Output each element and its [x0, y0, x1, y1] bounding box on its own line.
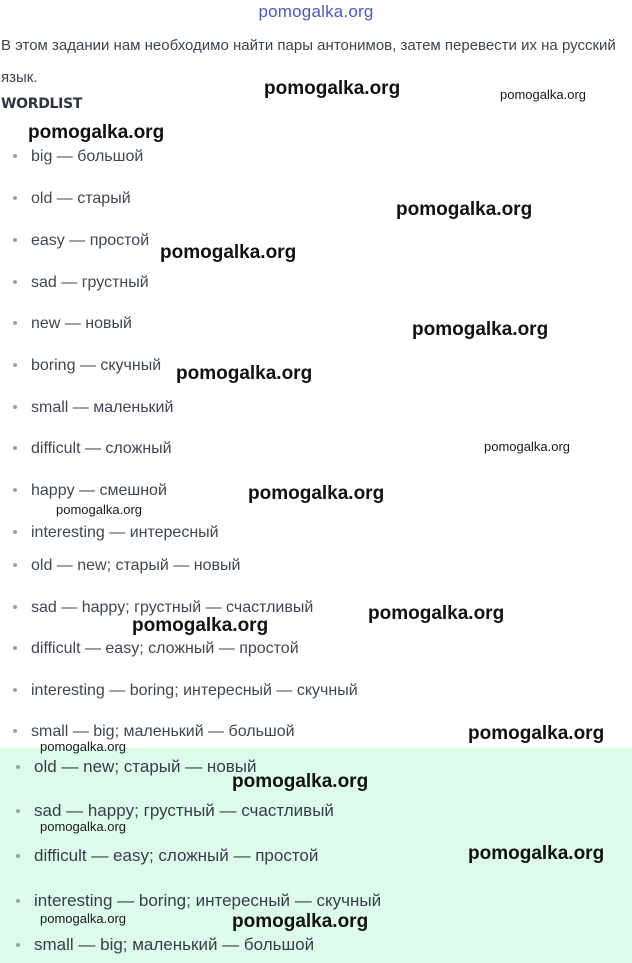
- list-item-text: big — большой: [31, 148, 144, 165]
- list-item-text: small — маленький: [31, 399, 174, 416]
- watermark: pomogalka.org: [28, 122, 165, 143]
- answer-item-text: sad — happy; грустный — счастливый: [34, 801, 334, 820]
- list-item: [13, 522, 219, 544]
- bullet-icon: [13, 605, 17, 609]
- watermark: pomogalka.org: [412, 319, 549, 340]
- list-item-text: boring — скучный: [31, 357, 162, 374]
- bullet-icon: [13, 488, 17, 492]
- watermark: pomogalka.org: [468, 843, 605, 864]
- list-item-text: easy — простой: [31, 232, 150, 249]
- bullet-icon: [16, 943, 20, 947]
- watermark: pomogalka.org: [396, 199, 533, 220]
- list-item: [13, 555, 240, 577]
- answer-item-text: small — big; маленький — большой: [34, 935, 315, 954]
- list-item: [13, 638, 299, 660]
- list-item: [13, 480, 167, 502]
- answer-item: [16, 934, 314, 956]
- bullet-icon: [13, 646, 17, 650]
- watermark: pomogalka.org: [264, 78, 401, 99]
- list-item-text: difficult — сложный: [31, 440, 172, 457]
- bullet-icon: [13, 321, 17, 325]
- list-item-text: sad — грустный: [31, 274, 149, 291]
- bullet-icon: [13, 405, 17, 409]
- bullet-icon: [16, 854, 20, 858]
- bullet-icon: [13, 688, 17, 692]
- site-logo[interactable]: pomogalka.org: [258, 2, 374, 21]
- list-item: [13, 313, 132, 335]
- bullet-icon: [13, 196, 17, 200]
- watermark: pomogalka.org: [40, 911, 126, 926]
- list-item-text: happy — смешной: [31, 482, 167, 499]
- watermark: pomogalka.org: [484, 439, 570, 454]
- bullet-icon: [13, 530, 17, 534]
- watermark: pomogalka.org: [132, 615, 269, 636]
- list-item: [13, 146, 143, 168]
- answer-item-text: interesting — boring; интересный — скучный: [34, 891, 382, 910]
- list-item: [13, 188, 131, 210]
- list-item: [13, 272, 149, 294]
- bullet-icon: [16, 765, 20, 769]
- watermark: pomogalka.org: [500, 87, 586, 102]
- answer-item: [16, 890, 381, 912]
- list-item-text: new — новый: [31, 315, 132, 332]
- list-item-text: interesting — boring; интересный — скучный: [31, 682, 358, 699]
- watermark: pomogalka.org: [248, 483, 385, 504]
- bullet-icon: [16, 809, 20, 813]
- list-item: [13, 230, 149, 252]
- bullet-icon: [13, 446, 17, 450]
- list-item-text: interesting — интересный: [31, 524, 219, 541]
- bullet-icon: [13, 154, 17, 158]
- list-item: [13, 438, 172, 460]
- bullet-icon: [13, 238, 17, 242]
- watermark: pomogalka.org: [56, 502, 142, 517]
- intro-text: В этом задании нам необходимо найти пары антонимов, затем перевести их на русский язык.: [1, 37, 616, 86]
- answer-item-text: difficult — easy; сложный — простой: [34, 846, 319, 865]
- bullet-icon: [13, 363, 17, 367]
- bullet-icon: [16, 899, 20, 903]
- wordlist-heading: WORDLIST: [1, 96, 83, 112]
- list-item-text: old — старый: [31, 190, 131, 207]
- watermark: pomogalka.org: [468, 723, 605, 744]
- watermark: pomogalka.org: [368, 603, 505, 624]
- watermark: pomogalka.org: [40, 819, 126, 834]
- list-item-text: old — new; старый — новый: [31, 557, 241, 574]
- watermark: pomogalka.org: [40, 739, 126, 754]
- watermark: pomogalka.org: [232, 771, 369, 792]
- answer-item-text: old — new; старый — новый: [34, 757, 257, 776]
- bullet-icon: [13, 563, 17, 567]
- list-item-text: difficult — easy; сложный — простой: [31, 640, 299, 657]
- watermark: pomogalka.org: [160, 242, 297, 263]
- list-item: [13, 680, 358, 702]
- list-item-text: small — big; маленький — большой: [31, 723, 295, 740]
- bullet-icon: [13, 729, 17, 733]
- answer-item: [16, 756, 257, 778]
- list-item: [13, 355, 161, 377]
- watermark: pomogalka.org: [232, 911, 369, 932]
- bullet-icon: [13, 280, 17, 284]
- watermark: pomogalka.org: [176, 363, 313, 384]
- answer-item: [16, 845, 318, 867]
- list-item-text: sad — happy; грустный — счастливый: [31, 599, 314, 616]
- list-item: [13, 397, 173, 419]
